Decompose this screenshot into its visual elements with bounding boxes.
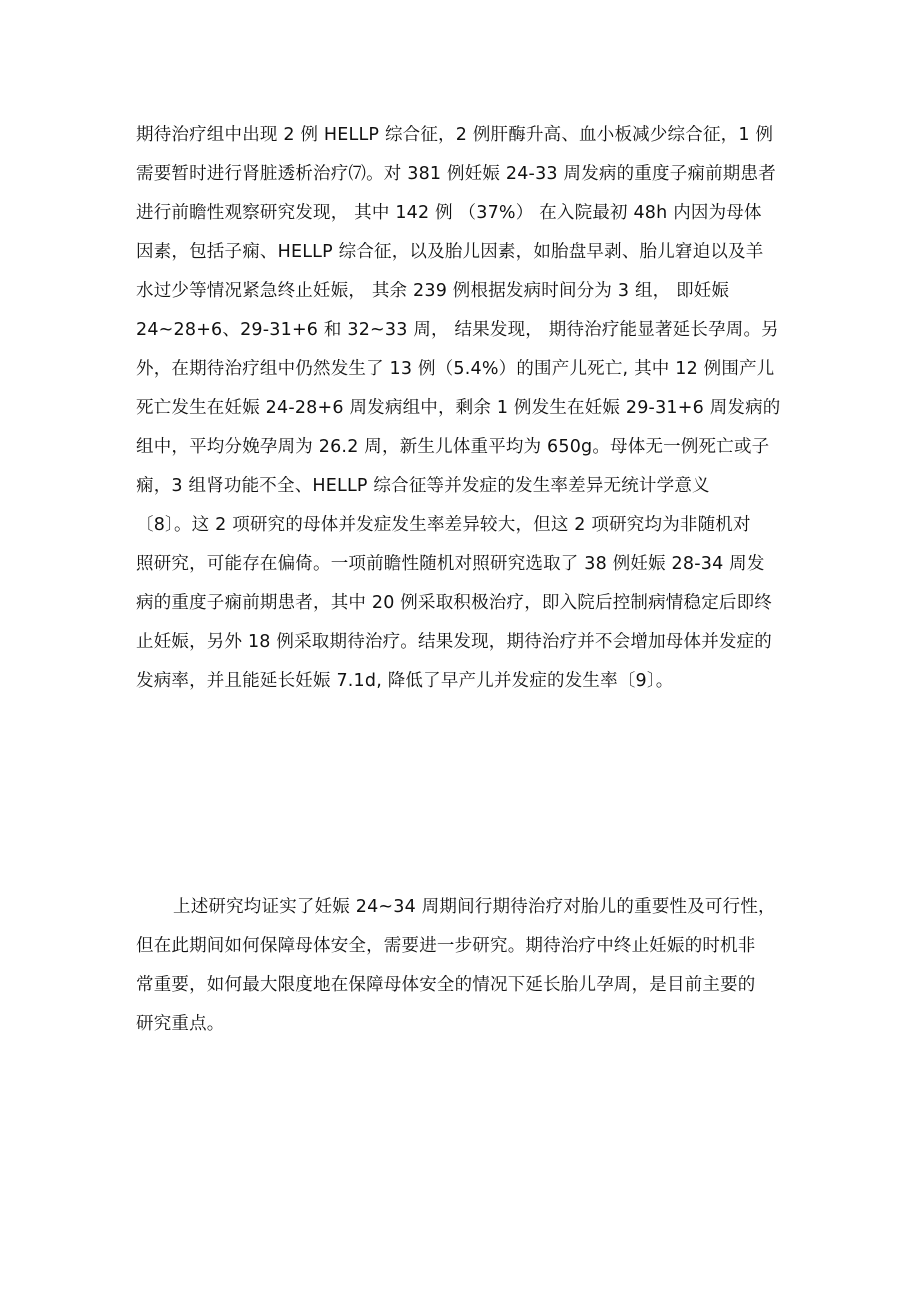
text-line: 发病率，并且能延长妊娠 7.1d, 降低了早产儿并发症的发生率〔9〕。 xyxy=(136,671,674,691)
text-line: 水过少等情况紧急终止妊娠， 其余 239 例根据发病时间分为 3 组， 即妊娠 xyxy=(136,281,730,301)
text-line: 常重要，如何最大限度地在保障母体安全的情况下延长胎儿孕周，是目前主要的 xyxy=(136,975,756,995)
text-line: 上述研究均证实了妊娠 24~34 周期间行期待治疗对胎儿的重要性及可行性， xyxy=(173,897,776,917)
text-line: 病的重度子痫前期患者，其中 20 例采取积极治疗，即入院后控制病情稳定后即终 xyxy=(136,593,772,613)
paragraph-2 xyxy=(136,888,796,1044)
text-line: 照研究，可能存在偏倚。一项前瞻性随机对照研究选取了 38 例妊娠 28-34 周发 xyxy=(136,554,765,574)
text-line: 死亡发生在妊娠 24-28+6 周发病组中，剩余 1 例发生在妊娠 29-31+6 周发病的 xyxy=(136,398,781,418)
text-line: 痫，3 组肾功能不全、HELLP 综合征等并发症的发生率差异无统计学意义 xyxy=(136,476,710,496)
text-line: 进行前瞻性观察研究发现， 其中 142 例 （37%） 在入院最初 48h 内因为母体 xyxy=(136,203,762,223)
text-line: 因素，包括子痫、HELLP 综合征，以及胎儿因素，如胎盘早剥、胎儿窘迫以及羊 xyxy=(136,242,764,262)
text-line: 外，在期待治疗组中仍然发生了 13 例（5.4%）的围产儿死亡, 其中 12 例围产儿 xyxy=(136,359,775,379)
text-line: 期待治疗组中出现 2 例 HELLP 综合征，2 例肝酶升高、血小板减少综合征，1 例 xyxy=(136,125,774,145)
text-line: 〔8〕。这 2 项研究的母体并发症发生率差异较大，但这 2 项研究均为非随机对 xyxy=(136,515,751,535)
text-line: 需要暂时进行肾脏透析治疗⑺。对 381 例妊娠 24-33 周发病的重度子痫前期患者 xyxy=(136,164,776,184)
text-line: 但在此期间如何保障母体安全，需要进一步研究。期待治疗中终止妊娠的时机非 xyxy=(136,936,756,956)
text-line: 24~28+6、29-31+6 和 32~33 周， 结果发现， 期待治疗能显著延长孕周。另 xyxy=(136,320,779,340)
paragraph-1 xyxy=(136,116,796,701)
text-line: 组中，平均分娩孕周为 26.2 周，新生儿体重平均为 650g。母体无一例死亡或子 xyxy=(136,437,770,457)
text-line: 研究重点。 xyxy=(136,1014,225,1034)
text-line: 止妊娠，另外 18 例采取期待治疗。结果发现，期待治疗并不会增加母体并发症的 xyxy=(136,632,772,652)
